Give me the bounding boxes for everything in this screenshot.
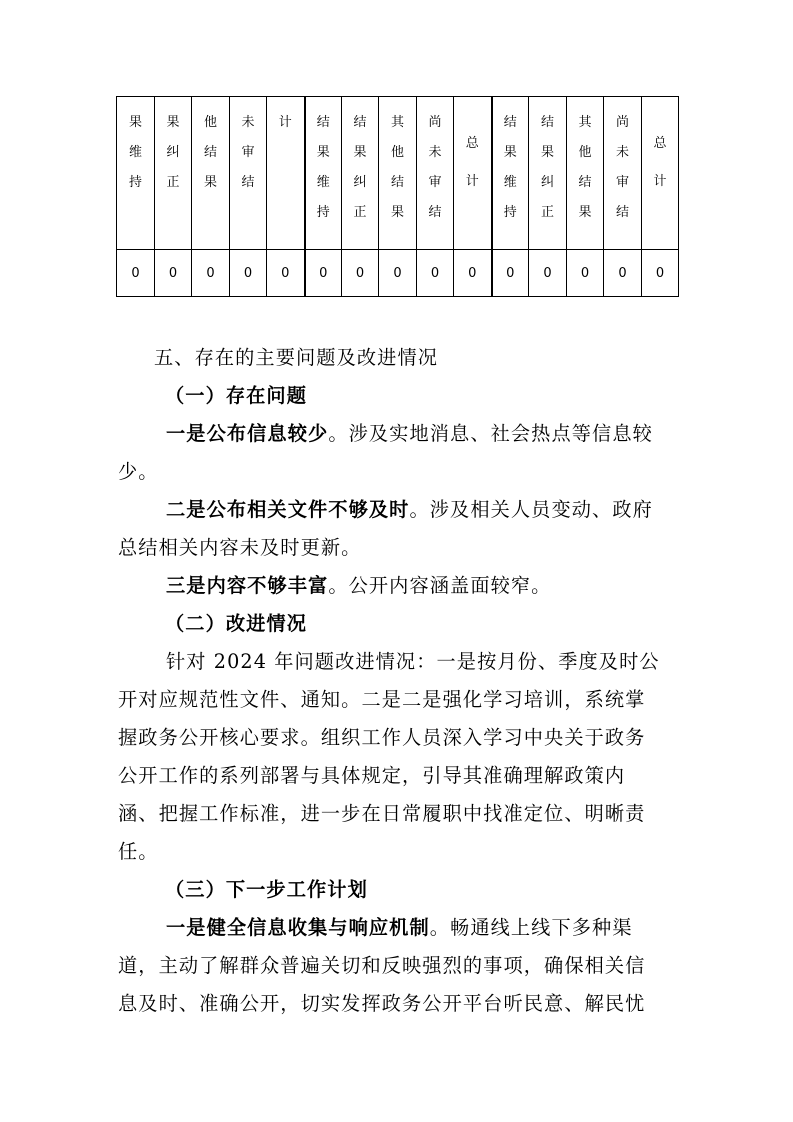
value-cell: 0 — [192, 250, 230, 297]
header-cell: 总 计 — [642, 97, 679, 250]
table-header-row — [117, 97, 679, 250]
paragraph-problem-2: 二是公布相关文件不够及时。涉及相关人员变动、政府 — [166, 498, 653, 521]
paragraph-plan-1: 一是健全信息收集与响应机制。畅通线上线下多种渠 — [166, 916, 633, 939]
header-cell: 果 纠 正 — [155, 97, 192, 250]
subsection-heading-improvements: （二）改进情况 — [165, 612, 308, 635]
value-cell: 0 — [230, 250, 267, 297]
value-cell: 0 — [604, 250, 642, 297]
value-cell: 0 — [342, 250, 379, 297]
header-cell: 尚 未 审 结 — [604, 97, 642, 250]
header-cell: 其 他 结 果 — [567, 97, 604, 250]
value-cell: 0 — [417, 250, 454, 297]
paragraph-improvement-line: 握政务公开核心要求。组织工作人员深入学习中央关于政务 — [118, 726, 646, 749]
header-cell: 其 他 结 果 — [379, 97, 417, 250]
value-cell: 0 — [492, 250, 529, 297]
subsection-heading-problems: （一）存在问题 — [165, 384, 308, 407]
header-cell: 结 果 纠 正 — [529, 97, 567, 250]
value-cell: 0 — [642, 250, 679, 297]
value-cell: 0 — [454, 250, 492, 297]
paragraph-plan-line: 道，主动了解群众普遍关切和反映强烈的事项，确保相关信 — [118, 954, 646, 977]
value-cell: 0 — [305, 250, 342, 297]
paragraph-problem-3: 三是内容不够丰富。公开内容涵盖面较窄。 — [166, 574, 552, 597]
header-cell: 未 审 结 — [230, 97, 267, 250]
table-row — [117, 250, 679, 297]
value-cell: 0 — [117, 250, 155, 297]
paragraph-improvement-line: 开对应规范性文件、通知。二是二是强化学习培训，系统掌 — [118, 688, 646, 711]
header-cell: 计 — [267, 97, 305, 250]
value-cell: 0 — [155, 250, 192, 297]
value-cell: 0 — [567, 250, 604, 297]
paragraph-improvement-line: 涵、把握工作标准，进一步在日常履职中找准定位、明晰责 — [118, 802, 646, 825]
paragraph-problem-1-cont: 少。 — [118, 460, 159, 483]
section-heading: 五、存在的主要问题及改进情况 — [154, 346, 439, 369]
results-table — [116, 96, 679, 297]
header-cell: 结 果 维 持 — [492, 97, 529, 250]
value-cell: 0 — [529, 250, 567, 297]
paragraph-improvement-line: 公开工作的系列部署与具体规定，引导其准确理解政策内 — [118, 764, 626, 787]
paragraph-improvement-line: 任。 — [118, 840, 159, 863]
subsection-heading-next-steps: （三）下一步工作计划 — [165, 878, 368, 901]
header-cell: 结 果 维 持 — [305, 97, 342, 250]
value-cell: 0 — [267, 250, 305, 297]
paragraph-problem-1: 一是公布信息较少。涉及实地消息、社会热点等信息较 — [166, 422, 653, 445]
header-cell: 果 维 持 — [117, 97, 155, 250]
value-cell: 0 — [379, 250, 417, 297]
paragraph-plan-line: 息及时、准确公开，切实发挥政务公开平台听民意、解民忧 — [118, 992, 646, 1015]
header-cell: 结 果 纠 正 — [342, 97, 379, 250]
header-cell: 总 计 — [454, 97, 492, 250]
header-cell: 尚 未 审 结 — [417, 97, 454, 250]
header-cell: 他 结 果 — [192, 97, 230, 250]
paragraph-improvement-line: 针对 2024 年问题改进情况：一是按月份、季度及时公 — [166, 650, 660, 673]
paragraph-problem-2-cont: 总结相关内容未及时更新。 — [118, 536, 362, 559]
